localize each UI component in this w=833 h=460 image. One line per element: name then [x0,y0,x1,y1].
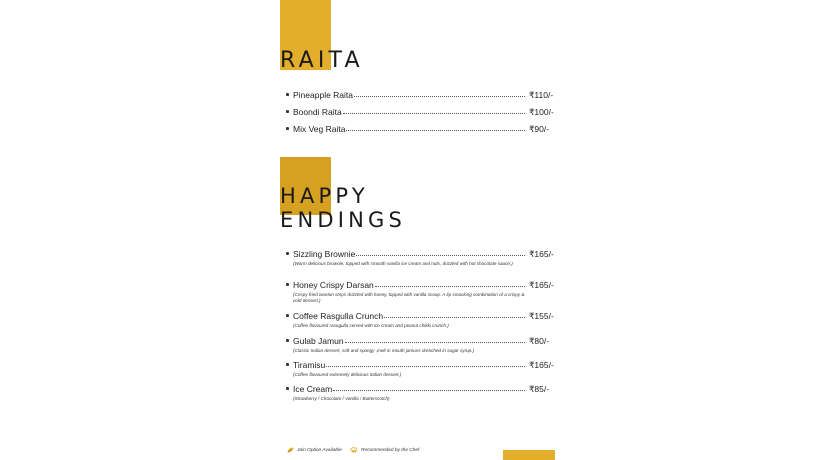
item-name: Coffee Rasgulla Crunch [293,311,384,321]
item-description: (Strawberry / Chocolate / Vanilla / Butterscotch) [293,396,390,401]
item-price: ₹90/- [529,124,550,134]
item-description: (Coffee flavoured extremely delicious Italian dessert.) [293,372,402,377]
bullet [286,339,289,342]
item-price: ₹80/- [529,336,550,346]
item-name: Boondi Raita [293,107,342,117]
happy-endings-title-line-1: HAPPY [280,184,369,208]
bullet [286,363,289,366]
menu-item [287,280,567,304]
item-price: ₹165/- [529,280,554,290]
item-price: ₹165/- [529,249,554,259]
menu-item [287,90,567,102]
item-name: Honey Crispy Darsan [293,280,374,290]
dot-leader [356,255,525,256]
item-name: Sizzling Brownie [293,249,356,259]
bullet [286,314,289,317]
jain-leaf-icon [287,447,294,453]
dot-leader [354,96,525,97]
bullet [286,387,289,390]
item-name: Ice Cream [293,384,333,394]
item-price: ₹155/- [529,311,554,321]
item-price: ₹85/- [529,384,550,394]
item-description: (Classic Indian dessert, soft and spongy ,melt in mouth jamuns drenched in sugar syrup.) [293,348,475,353]
happy-endings-title-line-2: ENDINGS [280,208,407,232]
menu-item [287,249,567,267]
dot-leader [345,342,525,343]
item-name: Pineapple Raita [293,90,354,100]
item-description: (Warm delicious brownie, topped with smooth vanilla ice cream and nuts, drizzled with hot chocolate sauce.) [293,261,513,266]
bullet [286,127,289,130]
item-price: ₹100/- [529,107,554,117]
chef-hat-icon [350,447,358,453]
dot-leader [333,390,525,391]
item-name: Mix Veg Raita [293,124,346,134]
menu-item [287,360,567,378]
menu-item [287,311,567,329]
legend-chef-label: Recommended by the Chef [361,447,420,453]
item-price: ₹165/- [529,360,554,370]
menu-item [287,336,567,354]
bullet [286,110,289,113]
bullet [286,283,289,286]
dot-leader [384,317,525,318]
bullet [286,252,289,255]
item-name: Tiramisu [293,360,326,370]
bottom-accent-block [503,450,555,460]
menu-item [287,384,567,402]
legend-jain-label: Jain Option Available [297,447,342,453]
item-description: (Crispy fried wonton strips drizzled with honey, topped with vanilla scoop. A lip smacking combination of a crispy & cold dessert.) [293,292,525,303]
item-price: ₹110/- [529,90,554,100]
legend-jain [287,447,342,453]
dot-leader [346,130,525,131]
item-description: (Coffee flavoured rasogulla served with ice cream and peanut chikki crunch.) [293,323,449,328]
menu-item [287,107,567,119]
menu-item [287,124,567,136]
dot-leader [326,366,525,367]
dot-leader [343,113,525,114]
legend-chef [350,447,419,453]
bullet [286,93,289,96]
item-name: Gulab Jamun [293,336,344,346]
dot-leader [375,286,525,287]
raita-section-title: RAITA [280,48,364,73]
